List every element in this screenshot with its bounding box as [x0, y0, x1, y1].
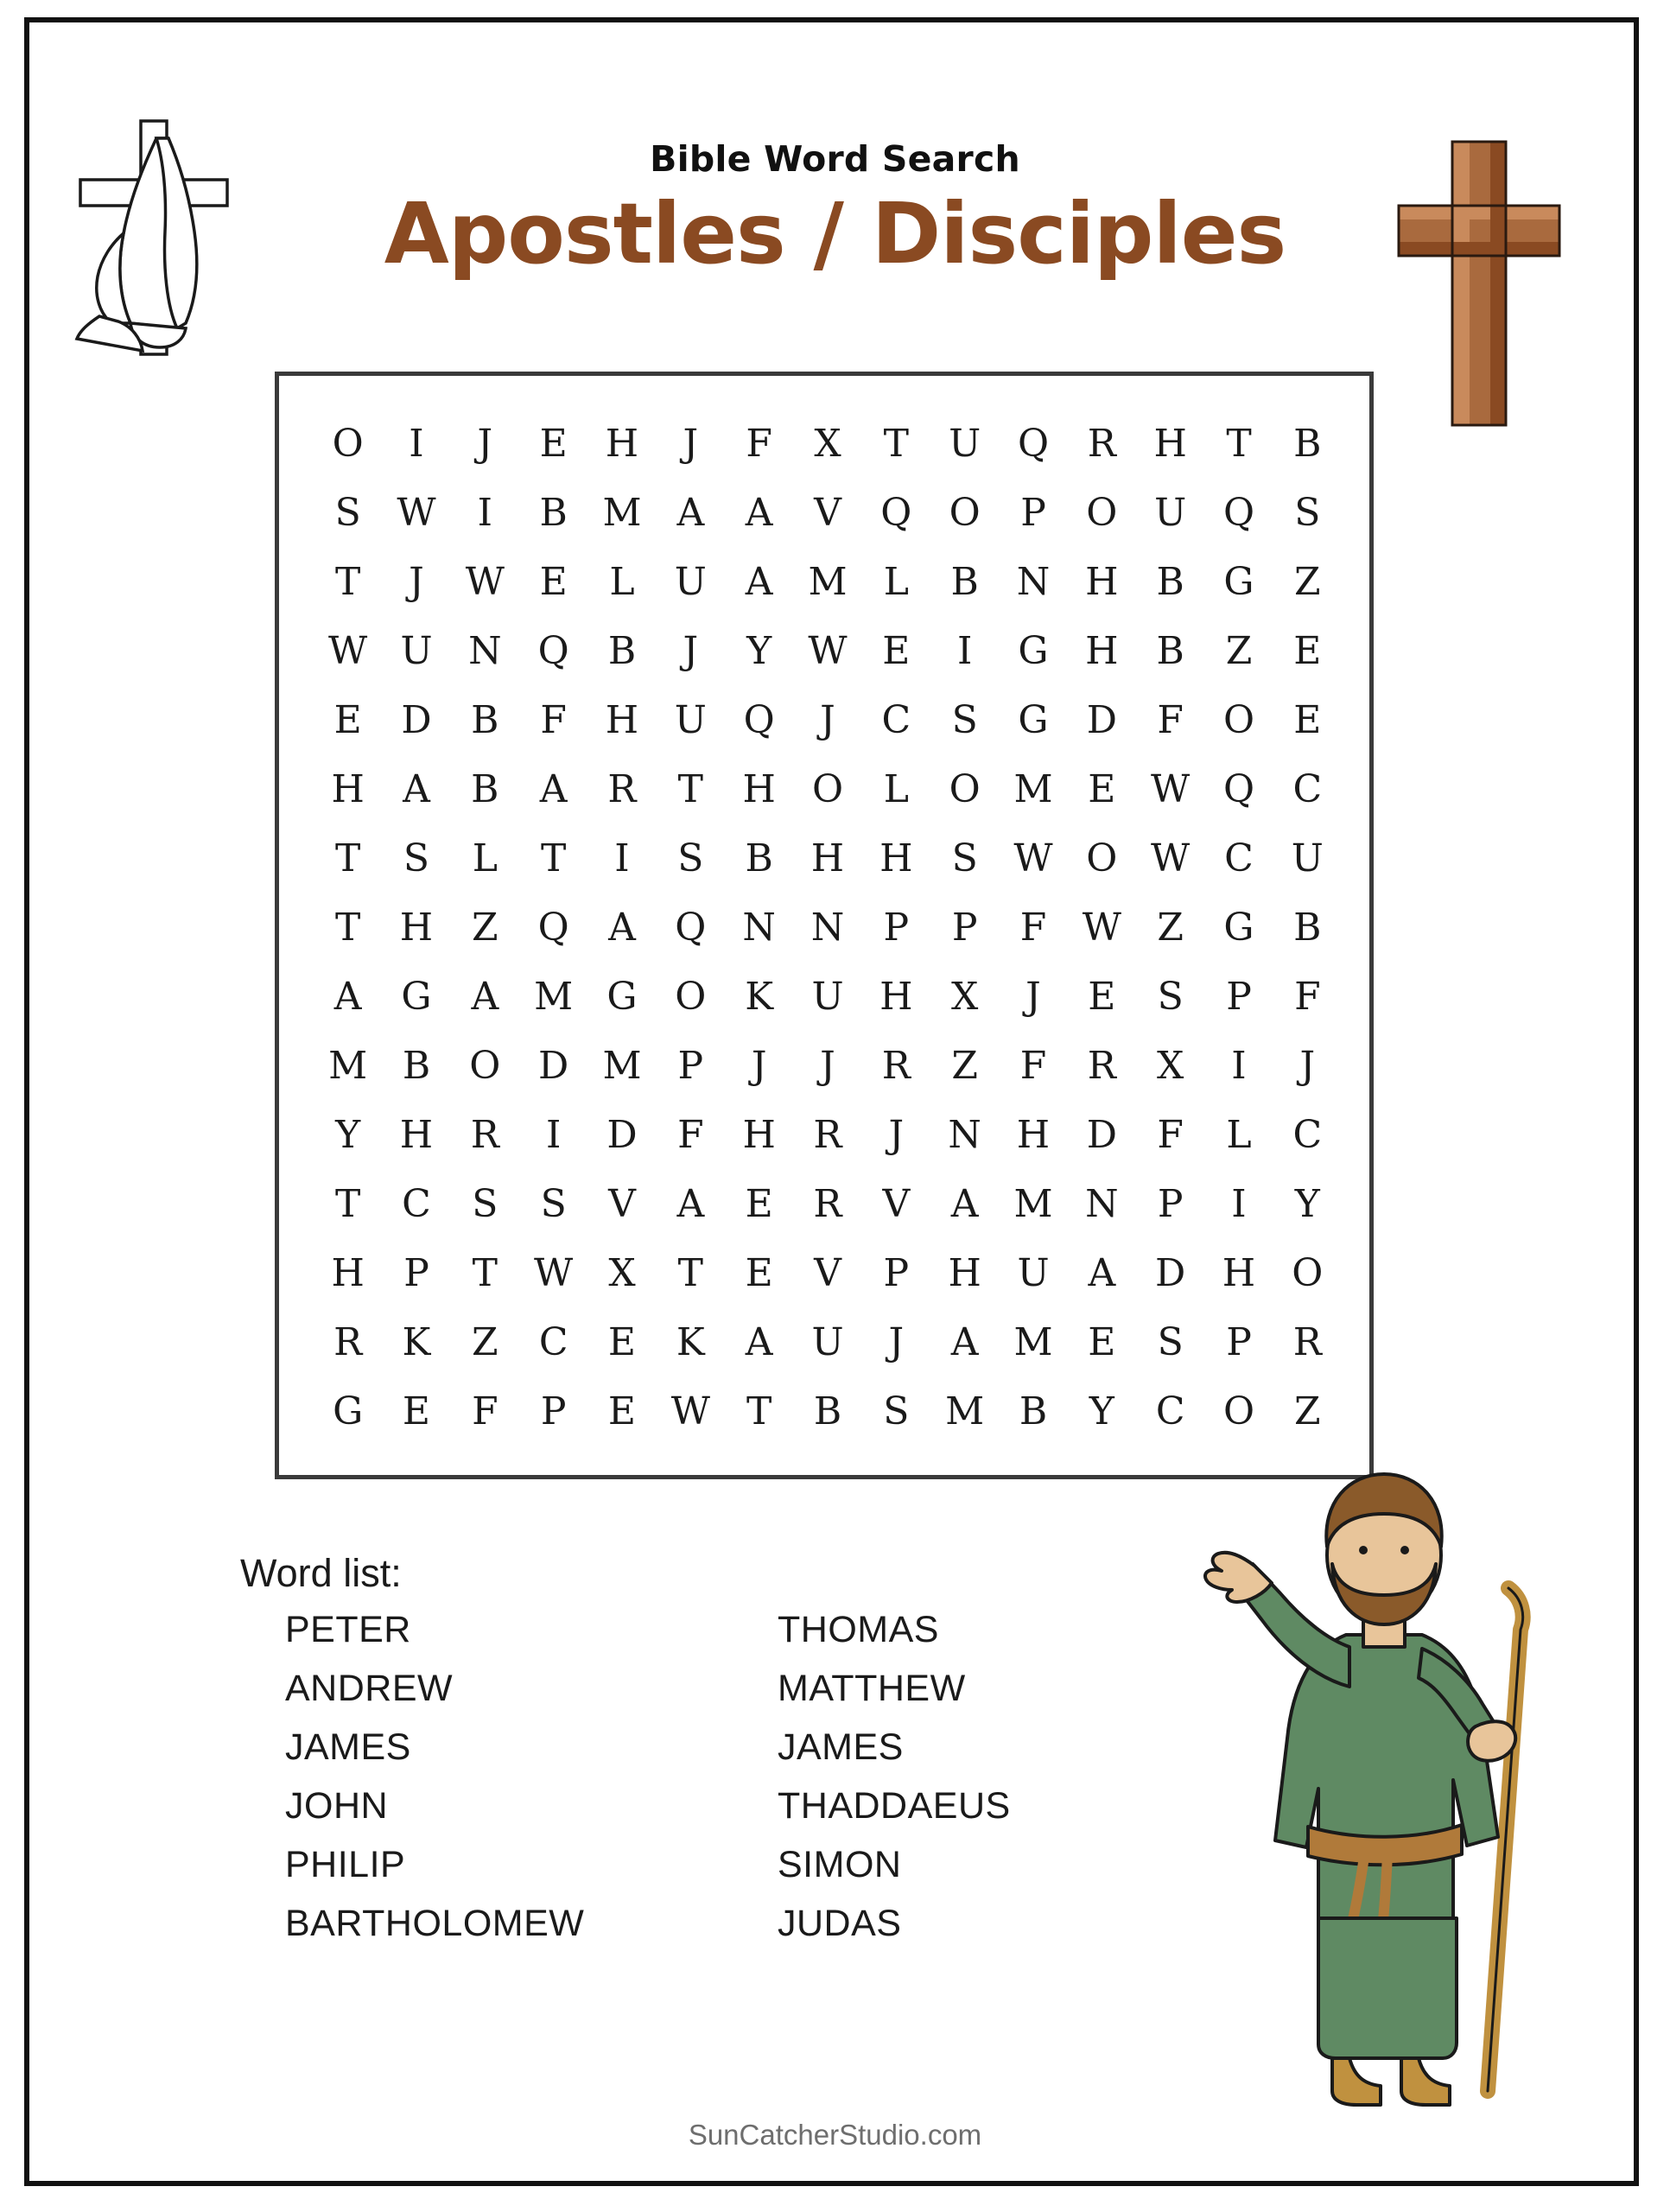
grid-cell: I [477, 490, 493, 535]
grid-cell: M [1013, 766, 1053, 811]
grid-cell: M [534, 974, 574, 1019]
grid-cell: Y [1089, 1389, 1114, 1433]
grid-cell: W [328, 628, 368, 673]
word-search-grid [314, 409, 1342, 1446]
grid-cell: X [951, 974, 979, 1019]
grid-cell: J [751, 1043, 767, 1088]
page-header [0, 138, 1670, 283]
grid-cell: T [334, 836, 361, 880]
grid-cell: I [614, 836, 630, 880]
grid-cell: P [883, 905, 910, 950]
grid-cell: S [951, 697, 978, 742]
grid-cell: P [403, 1250, 429, 1295]
grid-cell: Q [743, 697, 775, 742]
grid-cell: W [1082, 905, 1121, 950]
grid-cell: K [402, 1319, 431, 1364]
grid-cell: Q [537, 905, 569, 950]
grid-cell: V [814, 1250, 841, 1295]
grid-cell: I [1231, 1043, 1247, 1088]
word-list-item: JAMES [285, 1726, 411, 1768]
grid-cell: Z [472, 905, 498, 950]
grid-cell: L [883, 766, 909, 811]
grid-cell: T [677, 1250, 703, 1295]
grid-cell: T [472, 1250, 498, 1295]
grid-cell: D [1086, 1112, 1117, 1157]
grid-cell: A [676, 1181, 705, 1226]
grid-cell: F [746, 421, 772, 466]
word-list-item: JUDAS [778, 1903, 902, 1944]
grid-cell: G [1223, 559, 1254, 604]
grid-cell: H [948, 1250, 981, 1295]
grid-cell: A [745, 490, 773, 535]
grid-cell: P [951, 905, 978, 950]
grid-cell: H [331, 766, 365, 811]
grid-cell: L [1226, 1112, 1252, 1157]
grid-cell: Q [880, 490, 912, 535]
grid-cell: U [811, 974, 844, 1019]
grid-cell: J [820, 1043, 835, 1088]
grid-cell: H [331, 1250, 365, 1295]
grid-cell: Y [335, 1112, 361, 1157]
grid-cell: H [1153, 421, 1187, 466]
grid-cell: E [882, 628, 911, 673]
page-subtitle: Bible Word Search [650, 138, 1020, 180]
grid-cell: C [1292, 766, 1323, 811]
grid-cell: A [745, 1319, 773, 1364]
grid-cell: N [810, 905, 845, 950]
grid-cell: C [538, 1319, 568, 1364]
grid-cell: P [1020, 490, 1046, 535]
grid-cell: R [333, 1319, 363, 1364]
grid-cell: B [1156, 628, 1184, 673]
grid-cell: G [1018, 697, 1049, 742]
grid-cell: B [1293, 421, 1322, 466]
grid-cell: S [1157, 974, 1184, 1019]
grid-cell: M [602, 1043, 642, 1088]
grid-cell: U [674, 697, 707, 742]
grid-cell: Z [1294, 559, 1321, 604]
grid-cell: U [1017, 1250, 1050, 1295]
grid-cell: S [951, 836, 978, 880]
grid-cell: E [607, 1389, 637, 1433]
grid-cell: W [465, 559, 505, 604]
word-search-grid-box [275, 372, 1374, 1479]
grid-cell: I [545, 1112, 562, 1157]
grid-cell: E [745, 1250, 773, 1295]
grid-cell: J [1025, 974, 1041, 1019]
grid-cell: B [471, 766, 499, 811]
grid-cell: H [1085, 559, 1119, 604]
grid-cell: B [1019, 1389, 1048, 1433]
grid-cell: U [400, 628, 433, 673]
word-list-item: JOHN [285, 1785, 389, 1827]
grid-cell: E [1293, 628, 1322, 673]
grid-cell: J [888, 1319, 905, 1364]
grid-cell: J [683, 421, 699, 466]
grid-cell: O [332, 421, 364, 466]
grid-cell: F [1157, 697, 1184, 742]
grid-cell: S [1294, 490, 1321, 535]
grid-cell: Q [1017, 421, 1050, 466]
grid-cell: P [1157, 1181, 1184, 1226]
grid-cell: D [1155, 1250, 1186, 1295]
page-title: Apostles / Disciples [384, 185, 1286, 283]
grid-cell: D [538, 1043, 569, 1088]
grid-cell: G [1018, 628, 1049, 673]
grid-cell: R [470, 1112, 499, 1157]
grid-cell: H [879, 836, 913, 880]
grid-cell: B [607, 628, 637, 673]
grid-cell: X [1157, 1043, 1184, 1088]
grid-cell: W [1013, 836, 1053, 880]
grid-cell: O [675, 974, 707, 1019]
grid-cell: A [950, 1319, 979, 1364]
grid-cell: I [956, 628, 973, 673]
word-list [285, 1609, 1149, 1961]
word-list-item: PHILIP [285, 1844, 406, 1885]
grid-cell: S [472, 1181, 498, 1226]
grid-cell: Z [1294, 1389, 1321, 1433]
grid-cell: C [881, 697, 911, 742]
grid-cell: P [1226, 1319, 1252, 1364]
grid-cell: V [882, 1181, 911, 1226]
grid-cell: C [1155, 1389, 1185, 1433]
word-list-item: MATTHEW [778, 1668, 966, 1709]
grid-cell: M [945, 1389, 985, 1433]
grid-cell: F [1157, 1112, 1184, 1157]
grid-cell: S [540, 1181, 567, 1226]
grid-cell: V [608, 1181, 636, 1226]
grid-cell: F [540, 697, 567, 742]
word-list-item: JAMES [778, 1726, 904, 1768]
grid-cell: T [883, 421, 909, 466]
grid-cell: E [607, 1319, 637, 1364]
grid-cell: T [540, 836, 567, 880]
grid-cell: R [813, 1112, 842, 1157]
grid-cell: J [477, 421, 493, 466]
grid-cell: P [540, 1389, 567, 1433]
grid-cell: B [813, 1389, 842, 1433]
grid-cell: E [539, 421, 568, 466]
grid-cell: Z [951, 1043, 978, 1088]
grid-cell: Q [1222, 490, 1255, 535]
grid-cell: H [1222, 1250, 1256, 1295]
grid-cell: N [742, 905, 776, 950]
grid-cell: M [1013, 1181, 1053, 1226]
grid-cell: H [810, 836, 845, 880]
grid-cell: N [1085, 1181, 1119, 1226]
grid-cell: Y [1294, 1181, 1320, 1226]
grid-cell: G [1223, 905, 1254, 950]
grid-cell: N [948, 1112, 981, 1157]
grid-cell: U [1291, 836, 1324, 880]
grid-cell: X [608, 1250, 636, 1295]
grid-cell: E [745, 1181, 773, 1226]
grid-cell: S [1157, 1319, 1184, 1364]
grid-cell: L [609, 559, 635, 604]
grid-cell: S [677, 836, 704, 880]
grid-cell: B [471, 697, 499, 742]
grid-cell: R [813, 1181, 842, 1226]
grid-cell: J [409, 559, 424, 604]
grid-cell: R [1087, 1043, 1116, 1088]
grid-cell: Z [1225, 628, 1253, 673]
grid-cell: W [397, 490, 436, 535]
grid-cell: W [1151, 766, 1191, 811]
grid-cell: O [1086, 490, 1118, 535]
grid-cell: N [1016, 559, 1051, 604]
grid-cell: A [403, 766, 430, 811]
grid-cell: P [1226, 974, 1252, 1019]
grid-cell: T [677, 766, 703, 811]
grid-cell: N [468, 628, 502, 673]
grid-cell: A [1088, 1250, 1116, 1295]
grid-cell: B [402, 1043, 431, 1088]
word-list-item: THADDAEUS [778, 1785, 1011, 1827]
word-list-item: SIMON [778, 1844, 902, 1885]
grid-cell: H [399, 1112, 434, 1157]
word-list-item: THOMAS [778, 1609, 939, 1650]
grid-cell: H [605, 421, 639, 466]
grid-cell: P [677, 1043, 704, 1088]
grid-cell: H [742, 766, 776, 811]
grid-cell: O [1086, 836, 1118, 880]
grid-cell: A [333, 974, 362, 1019]
grid-cell: J [683, 628, 699, 673]
grid-cell: O [469, 1043, 501, 1088]
grid-cell: Q [1222, 766, 1255, 811]
grid-cell: O [1222, 1389, 1255, 1433]
grid-cell: A [471, 974, 499, 1019]
grid-cell: A [745, 559, 773, 604]
grid-cell: E [1088, 974, 1116, 1019]
grid-cell: K [676, 1319, 705, 1364]
grid-cell: E [1088, 766, 1116, 811]
grid-cell: H [879, 974, 913, 1019]
word-list-item: PETER [285, 1609, 411, 1650]
grid-cell: U [949, 421, 981, 466]
grid-cell: T [334, 905, 361, 950]
grid-cell: M [328, 1043, 368, 1088]
grid-cell: V [814, 490, 841, 535]
grid-cell: A [950, 1181, 979, 1226]
grid-cell: B [950, 559, 979, 604]
grid-cell: H [1016, 1112, 1051, 1157]
grid-cell: E [402, 1389, 431, 1433]
grid-cell: Q [675, 905, 707, 950]
grid-cell: D [401, 697, 432, 742]
grid-cell: O [811, 766, 844, 811]
grid-cell: L [883, 559, 909, 604]
grid-cell: E [1088, 1319, 1116, 1364]
grid-cell: F [1019, 1043, 1047, 1088]
grid-cell: J [1299, 1043, 1316, 1088]
grid-cell: P [883, 1250, 910, 1295]
grid-cell: A [608, 905, 636, 950]
grid-cell: D [606, 1112, 638, 1157]
grid-cell: B [1293, 905, 1322, 950]
grid-cell: R [607, 766, 637, 811]
grid-cell: Y [746, 628, 772, 673]
grid-cell: C [1224, 836, 1254, 880]
grid-cell: Z [472, 1319, 498, 1364]
grid-cell: B [1156, 559, 1184, 604]
grid-cell: T [334, 1181, 361, 1226]
grid-cell: F [1019, 905, 1047, 950]
grid-cell: S [334, 490, 361, 535]
grid-cell: B [745, 836, 773, 880]
word-list-item: BARTHOLOMEW [285, 1903, 585, 1944]
grid-cell: F [472, 1389, 498, 1433]
grid-cell: C [1292, 1112, 1323, 1157]
grid-cell: S [403, 836, 430, 880]
grid-cell: A [676, 490, 705, 535]
grid-cell: O [1292, 1250, 1324, 1295]
grid-cell: J [820, 697, 835, 742]
grid-cell: H [605, 697, 639, 742]
grid-cell: F [677, 1112, 704, 1157]
grid-cell: O [949, 490, 981, 535]
grid-cell: W [1151, 836, 1191, 880]
apostle-figure-illustration [1149, 1434, 1598, 2117]
word-list-item: ANDREW [285, 1668, 454, 1709]
grid-cell: R [1087, 421, 1116, 466]
grid-cell: B [539, 490, 568, 535]
grid-cell: W [808, 628, 848, 673]
grid-cell: I [409, 421, 424, 466]
grid-cell: Q [537, 628, 569, 673]
grid-cell: R [881, 1043, 911, 1088]
grid-cell: J [888, 1112, 905, 1157]
grid-cell: D [1086, 697, 1117, 742]
grid-cell: C [402, 1181, 431, 1226]
grid-cell: W [534, 1250, 574, 1295]
grid-cell: G [333, 1389, 364, 1433]
grid-cell: H [742, 1112, 776, 1157]
grid-cell: E [1293, 697, 1322, 742]
grid-cell: M [1013, 1319, 1053, 1364]
grid-cell: R [1292, 1319, 1322, 1364]
grid-cell: F [1294, 974, 1321, 1019]
grid-cell: O [949, 766, 981, 811]
grid-cell: E [333, 697, 362, 742]
grid-cell: U [674, 559, 707, 604]
grid-cell: L [472, 836, 498, 880]
grid-cell: H [399, 905, 434, 950]
grid-cell: S [883, 1389, 910, 1433]
grid-cell: T [334, 559, 361, 604]
grid-cell: W [670, 1389, 710, 1433]
grid-cell: G [606, 974, 638, 1019]
word-list-label: Word list: [240, 1551, 402, 1595]
grid-cell: H [1085, 628, 1119, 673]
grid-cell: U [1154, 490, 1187, 535]
footer-credit: SunCatcherStudio.com [688, 2119, 982, 2151]
grid-cell: E [539, 559, 568, 604]
grid-cell: Z [1157, 905, 1184, 950]
grid-cell: X [814, 421, 841, 466]
grid-cell: U [811, 1319, 844, 1364]
grid-cell: T [1226, 421, 1252, 466]
grid-cell: K [745, 974, 774, 1019]
grid-cell: M [602, 490, 642, 535]
grid-cell: I [1231, 1181, 1247, 1226]
grid-cell: T [746, 1389, 772, 1433]
grid-cell: M [808, 559, 848, 604]
grid-cell: A [539, 766, 568, 811]
grid-cell: G [401, 974, 432, 1019]
grid-cell: O [1222, 697, 1255, 742]
